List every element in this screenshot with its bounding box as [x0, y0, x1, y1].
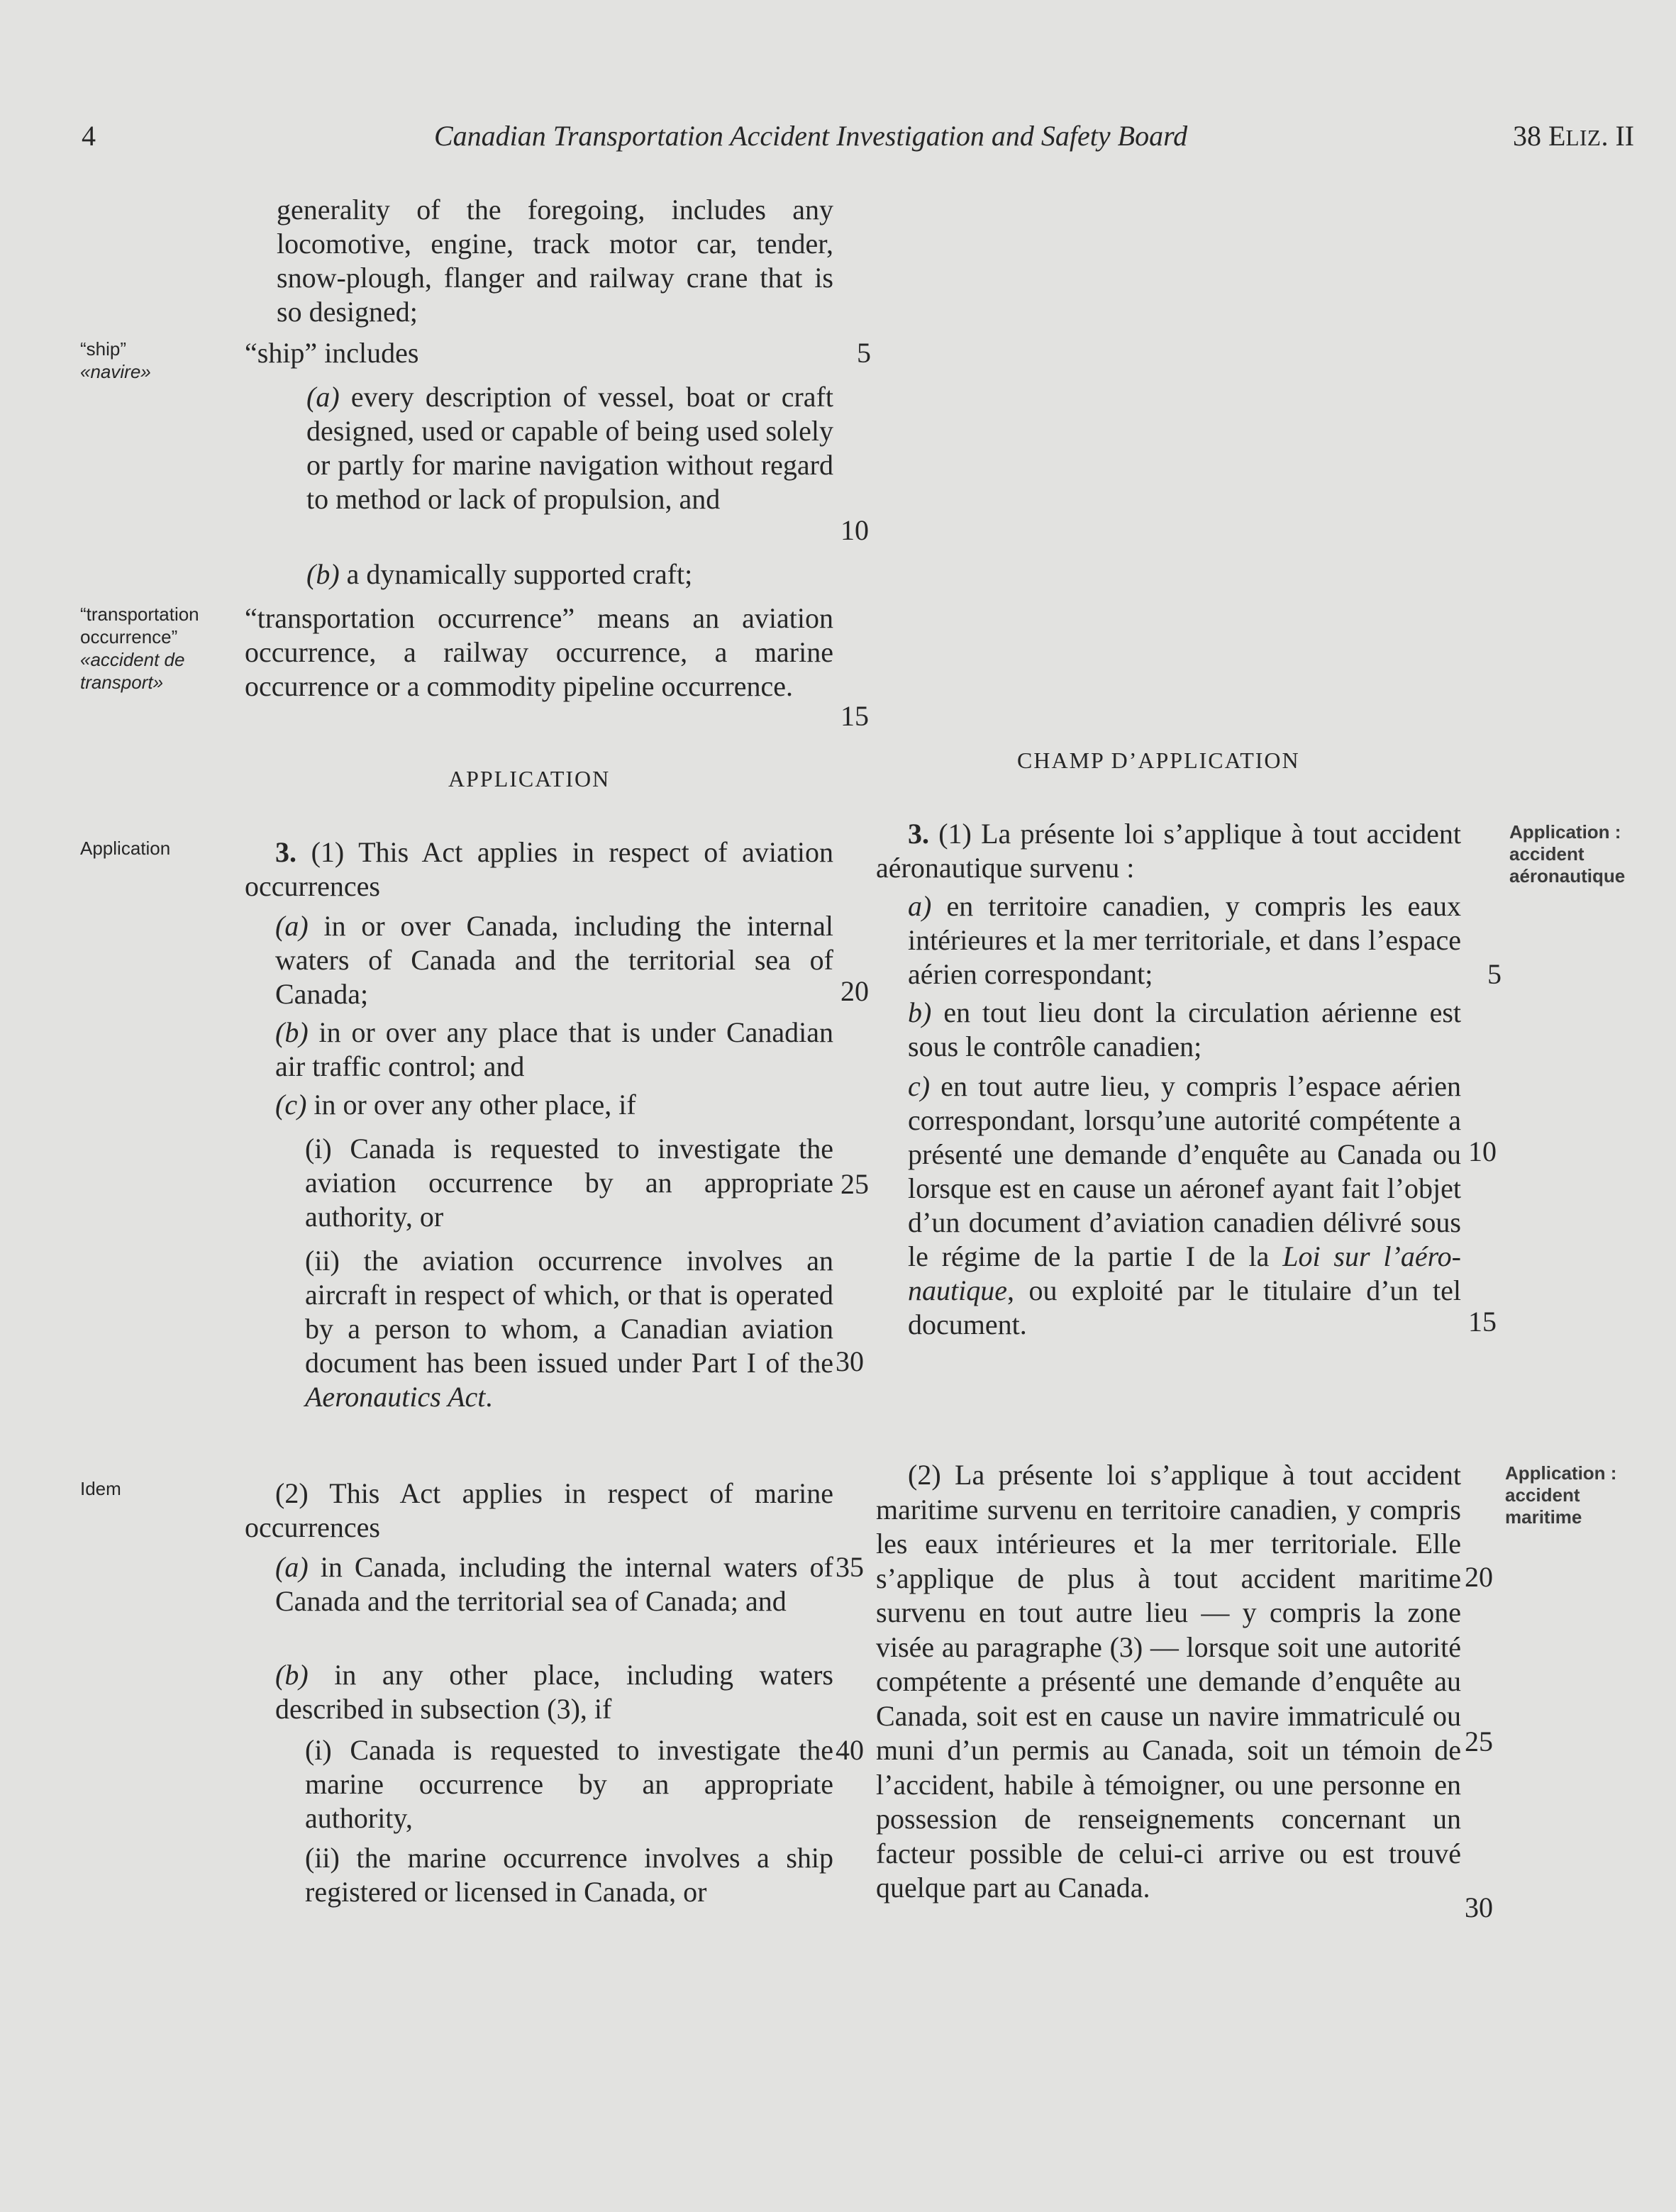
line-number: 10 [1468, 1135, 1497, 1167]
regnal-year: 38 ELIZ. II [1513, 120, 1635, 152]
section-3-1-b: (b) in or over any place that is under Canadian air traffic control; and [275, 1016, 833, 1082]
line-number: 30 [1465, 1891, 1493, 1923]
section-3-2-b-i: (i) Canada is requested to investigate the marine occurrence by an appropriate authority, [305, 1734, 833, 1834]
french-section-3-1-a: a) en territoire canadien, y compris les eaux intérieures et la mer territoriale, et dans l’espace aérien correspondant; [908, 890, 1461, 990]
margin-note-application-maritime: Application : accident maritime [1505, 1462, 1617, 1528]
line-number: 25 [1465, 1725, 1493, 1757]
line-number: 25 [840, 1168, 869, 1200]
line-number: 5 [1487, 958, 1502, 990]
section-3-1-c-i: (i) Canada is requested to investigate the aviation occurrence by an appropriate authority, or [305, 1133, 833, 1233]
line-number: 35 [836, 1551, 864, 1583]
french-section-3-1-c: c) en tout autre lieu, y compris l’espace aérien correspondant, lorsqu’une autorité compétente a présenté une demande d’enquête au Canada ou lorsque est en cause un aéronef ayant fait l’objet d’un document d’aviation canadien délivré sous le régime de la partie I de la Loi sur l’aéronautique, ou exploité par le titulaire d’un tel document. [908, 1070, 1462, 1340]
section-3-1-a: (a) in or over Canada, including the internal waters of Canada and the territorial sea of Canada; [275, 910, 834, 1010]
section-3-2-b-ii: (ii) the marine occurrence involves a ship registered or licensed in Canada, or [305, 1842, 833, 1908]
line-number: 10 [840, 514, 869, 546]
margin-note-application-aero: Application : accident aéronautique [1509, 821, 1626, 887]
definition-transportation-occurrence: “transportation occurrence” means an aviation occurrence, a railway occurrence, a marine occurrence or a commodity pipeline occurrence. [245, 602, 833, 702]
margin-note-transportation: “transportation occurrence” «accident de transport» [80, 604, 199, 693]
heading-champ-application: CHAMP D’APPLICATION [1017, 747, 1300, 773]
definition-ship-a: (a) every description of vessel, boat or craft designed, used or capable of being used solely or partly for marine navigation without regard to method or lack of propulsion, and [306, 381, 833, 515]
section-3-2-a: (a) in Canada, including the internal waters of Canada and the territorial sea of Canada; and [275, 1551, 834, 1617]
line-number: 20 [840, 975, 869, 1007]
line-number: 20 [1465, 1561, 1493, 1593]
line-number: 30 [836, 1345, 864, 1377]
line-number: 15 [840, 700, 869, 732]
section-3-1-c: (c) in or over any other place, if [275, 1089, 636, 1121]
paragraph-continuation: generality of the foregoing, includes any locomotive, engine, track motor car, tender, snow-plough, flanger and railway crane that is so designed; [277, 194, 833, 328]
line-number: 40 [836, 1734, 864, 1766]
heading-application: APPLICATION [448, 766, 611, 791]
running-title: Canadian Transportation Accident Investigation and Safety Board [434, 120, 1188, 152]
definition-ship: “ship” includes [245, 337, 419, 369]
french-section-3-2: (2) La présente loi s’applique à tout accident maritime survenu en territoire canadien, y compris les eaux intérieures et la mer territoriale. Elle s’applique de plus à tout accident maritime survenu en tout autre lieu — y compris la zone visée au paragraphe (3) — lorsque soit une autorité compétente a présenté une demande d’enquête au Canada, soit est en cause un navire immatriculé ou muni d’un permis au Canada, soit un témoin de l’accident, habile à témoigner, ou une personne en possession de renseignements concernant un facteur possible de celui-ci arrive ou est trouvé quelque part au Canada. [876, 1459, 1461, 1903]
section-3-2: (2) This Act applies in respect of marine occurrences [245, 1477, 833, 1543]
definition-ship-b: (b) a dynamically supported craft; [306, 558, 693, 590]
line-number: 5 [857, 337, 871, 369]
line-number: 15 [1468, 1306, 1497, 1338]
section-3-1-c-ii: (ii) the aviation occurrence involves an aircraft in respect of which, or that is operated by a person to whom, a Canadian aviation document has been issued under Part I of the Aeronautics Act. [305, 1245, 833, 1413]
french-section-3-1-b: b) en tout lieu dont la circulation aérienne est sous le contrôle canadien; [908, 996, 1462, 1062]
french-section-3-1: 3. (1) La présente loi s’applique à tout accident aéronautique survenu : [876, 818, 1461, 884]
margin-note-application: Application [80, 838, 171, 859]
section-3-1: 3. (1) This Act applies in respect of aviation occurrences [245, 836, 834, 902]
margin-note-idem: Idem [80, 1478, 121, 1499]
page-number: 4 [82, 120, 96, 152]
section-3-2-b: (b) in any other place, including waters described in subsection (3), if [275, 1659, 834, 1725]
margin-note-ship: “ship” «navire» [80, 338, 151, 382]
